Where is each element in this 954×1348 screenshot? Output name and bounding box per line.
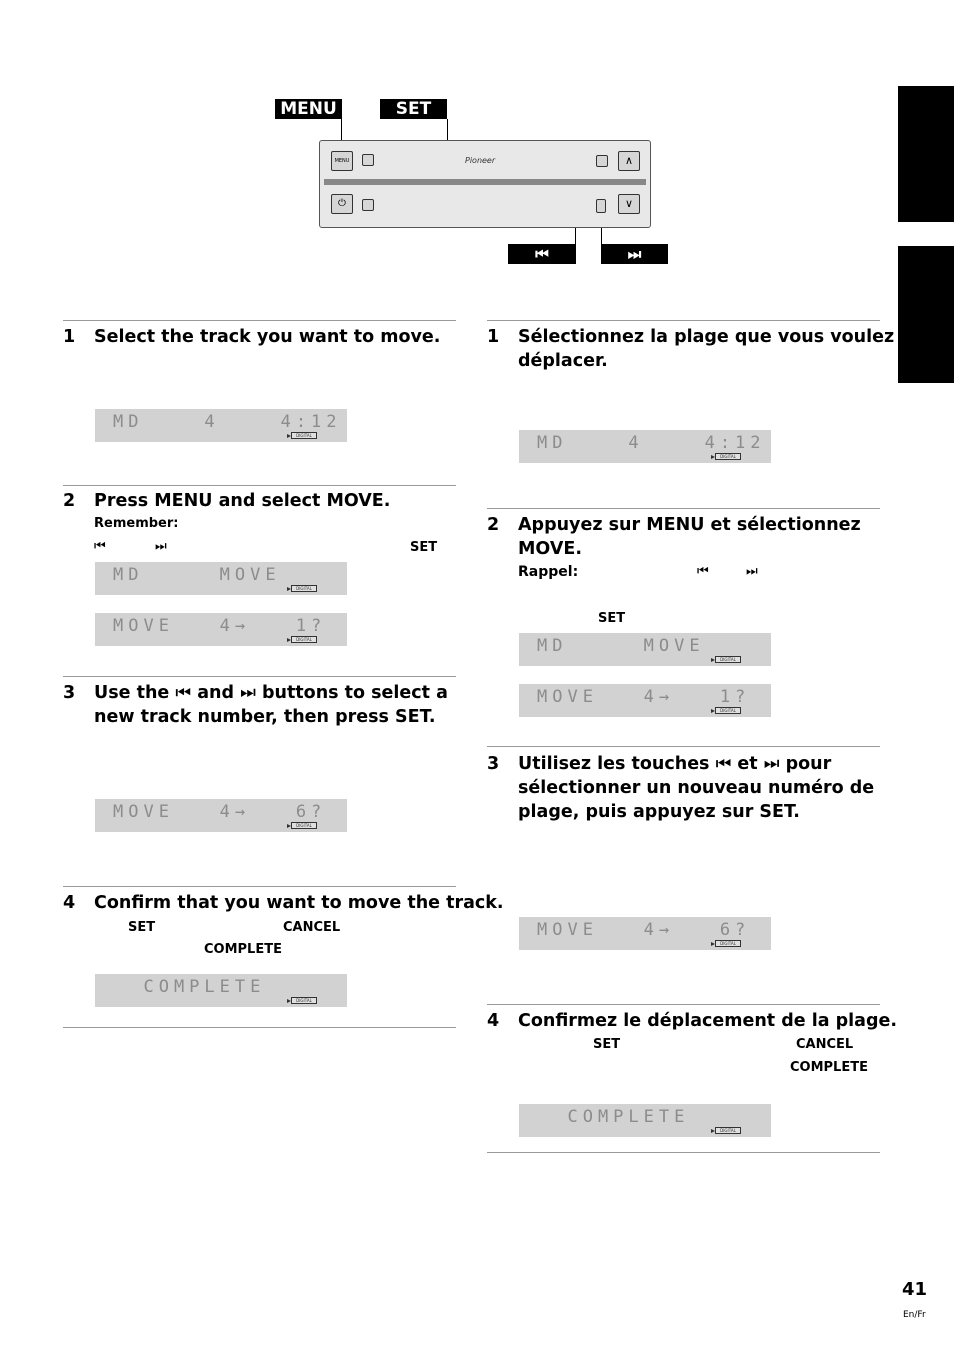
lcd-track-display (519, 430, 771, 463)
digital-badge: DIGITAL (715, 656, 741, 663)
digital-badge: DIGITAL (291, 585, 317, 592)
rule-fr-3 (487, 746, 880, 747)
digital-badge: DIGITAL (715, 1127, 741, 1134)
lcd-text: COMPLETE (537, 1107, 690, 1127)
side-tab-english (898, 86, 954, 222)
rule-fr-4 (487, 1004, 880, 1005)
step-text: déplacer. (518, 351, 608, 371)
lcd-menu-move-display (95, 562, 347, 595)
step-number: 2 (63, 491, 76, 511)
en-complete-inline: COMPLETE (204, 942, 282, 957)
digital-badge: DIGITAL (715, 707, 741, 714)
lcd-move-1-display (519, 684, 771, 717)
lcd-track-display (95, 409, 347, 442)
en-step-1 (63, 325, 456, 349)
rule-en-2 (63, 485, 456, 486)
device-menu-button: MENU (331, 151, 353, 171)
en-cancel-inline: CANCEL (283, 920, 341, 935)
lcd-complete-display (519, 1104, 771, 1137)
rule-fr-1 (487, 320, 880, 321)
en-step-2 (63, 489, 456, 513)
step-text: pour (785, 754, 832, 774)
step-text: Use the (94, 683, 170, 703)
step-text: plage, puis appuyez sur SET. (518, 802, 800, 822)
en-step-4 (63, 891, 504, 915)
device-display-strip (324, 179, 646, 185)
device-jack (596, 199, 606, 213)
page-number: 41 (902, 1279, 928, 1300)
lcd-text: MOVE 4→ 6? (537, 920, 751, 940)
lcd-text: MD 4 4:12 (113, 412, 342, 432)
device-brand-logo: Pioneer (465, 156, 496, 165)
step-number: 4 (63, 893, 76, 913)
lcd-text: MD MOVE (113, 565, 281, 585)
step-number: 3 (487, 754, 500, 774)
step-text: MOVE. (518, 539, 582, 559)
digital-badge: DIGITAL (291, 997, 317, 1004)
lcd-complete-display (95, 974, 347, 1007)
fr-set-inline: SET (598, 611, 626, 626)
en-set-inline: SET (410, 540, 438, 555)
step-number: 3 (63, 683, 76, 703)
step-text: et (737, 754, 758, 774)
rule-en-4 (63, 886, 456, 887)
step-text: Press MENU and select MOVE. (94, 491, 391, 511)
next-icon: ⏭ (155, 539, 167, 554)
step-number: 1 (63, 327, 76, 347)
en-remember-label: Remember: (94, 516, 179, 531)
en-step-3 (63, 681, 456, 729)
prev-track-label: ⏮ (508, 244, 576, 264)
lcd-text: MD 4 4:12 (537, 433, 766, 453)
step-text: Confirm that you want to move the track. (94, 893, 504, 913)
digital-badge: DIGITAL (715, 940, 741, 947)
prev-icon: ⏮ (175, 683, 192, 703)
fr-step-1 (487, 325, 895, 373)
step-text: Utilisez les touches (518, 754, 710, 774)
digital-badge: DIGITAL (291, 432, 317, 439)
step-text: Sélectionnez la plage que vous voulez (518, 327, 895, 347)
step-text: and (197, 683, 235, 703)
lcd-text: MOVE 4→ 6? (113, 802, 327, 822)
fr-rappel-label: Rappel: (518, 564, 579, 580)
device-down-button: ∨ (618, 194, 640, 214)
fr-cancel-inline: CANCEL (796, 1037, 854, 1052)
fr-complete-inline: COMPLETE (790, 1060, 868, 1075)
lcd-text: MD MOVE (537, 636, 705, 656)
lcd-menu-move-display (519, 633, 771, 666)
digital-badge: DIGITAL (715, 453, 741, 460)
device-up-button: ∧ (618, 151, 640, 171)
digital-badge: DIGITAL (291, 822, 317, 829)
fr-set-inline: SET (593, 1037, 621, 1052)
next-icon: ⏭ (746, 564, 758, 579)
device-eject-button (596, 155, 608, 167)
device-input-button (362, 199, 374, 211)
fr-step-2 (487, 513, 880, 561)
device-power-button: ⏻ (331, 194, 353, 214)
lcd-text: COMPLETE (113, 977, 266, 997)
digital-badge: DIGITAL (291, 636, 317, 643)
step-number: 2 (487, 515, 500, 535)
set-label: SET (380, 99, 447, 119)
next-track-label: ⏭ (601, 244, 668, 264)
rule-en-3 (63, 676, 456, 677)
step-text: Appuyez sur MENU et sélectionnez (518, 515, 861, 535)
rule-fr-5 (487, 1152, 880, 1153)
en-set-inline: SET (128, 920, 156, 935)
rule-fr-2 (487, 508, 880, 509)
fr-step-4 (487, 1009, 898, 1033)
step-text: buttons to select a (261, 683, 448, 703)
step-text: Confirmez le déplacement de la plage. (518, 1011, 898, 1031)
side-tab-french (898, 246, 954, 383)
lcd-move-6-display (95, 799, 347, 832)
lcd-move-1-display (95, 613, 347, 646)
step-text: new track number, then press SET. (94, 707, 436, 727)
menu-label: MENU (275, 99, 342, 119)
lcd-move-6-display (519, 917, 771, 950)
next-icon: ⏭ (240, 683, 256, 703)
step-number: 1 (487, 327, 500, 347)
device-small-button (362, 154, 374, 166)
prev-icon: ⏮ (715, 754, 732, 774)
step-number: 4 (487, 1011, 500, 1031)
next-icon: ⏭ (763, 754, 780, 774)
language-code: En/Fr (903, 1310, 926, 1320)
fr-step-3 (487, 752, 880, 824)
prev-icon: ⏮ (697, 564, 709, 579)
lcd-text: MOVE 4→ 1? (537, 687, 751, 707)
step-text: Select the track you want to move. (94, 327, 441, 347)
rule-en-5 (63, 1027, 456, 1028)
minidisc-deck-illustration (319, 140, 651, 228)
step-text: sélectionner un nouveau numéro de (518, 778, 875, 798)
rule-en-1 (63, 320, 456, 321)
prev-icon: ⏮ (94, 539, 106, 554)
lcd-text: MOVE 4→ 1? (113, 616, 327, 636)
